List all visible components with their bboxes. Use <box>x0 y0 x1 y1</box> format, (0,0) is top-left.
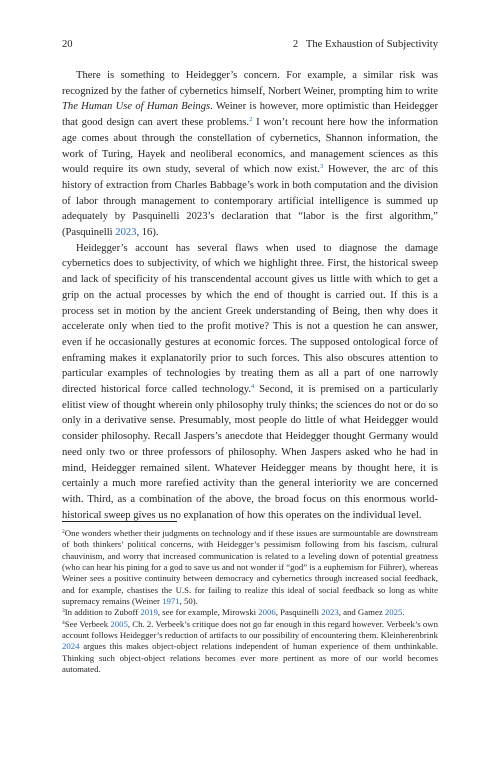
footnote-text: , Pasquinelli <box>275 607 322 618</box>
book-title: The Human Use of Human Beings <box>62 101 211 113</box>
paragraph-2-text: Second, it is premised on a particularly elitist view of thought wherein only philosophy truly thinks; the sciences do not or do so only in a derivative sense. Presumably, most people do little of what Heidegger would consider philosophy. Recall Jaspers’s anecdote that Heidegger thought Germany would need only two or three professors of philosophy. When Jaspers asked who he had in mind, Heidegger remained silent. Whatever Heidegger means by thought here, it is certainly a much more rarefied activity than the general interiority we are concerned with. Third, as a combination of the above, the broad focus on this enormous world-historical sweep gives us no explanation of how this operates on the individual level. <box>62 384 438 521</box>
citation-link[interactable]: 2025 <box>384 607 403 618</box>
paragraph-2-text: Heidegger’s account has several flaws when used to diagnose the damage cybernetics does to subjectivity, of which we highlight three. First, the historical sweep and lack of specificity of his transcendental account gives us little with which to get a grip on the actual processes by which the end of thought is carried out. If this is a process set in motion by the ancient Greek understanding of Being, then why does it accelerate only when tied to the profit motive? This is not a question he can answer, even if he occasionally gestures at economic forces. The supposed ontological force of enframing makes it explanatorily prior to such forces. This also obscures attention to particular examples of technologies by treating them as all a part of one narrowly directed historical force called technology. <box>62 242 438 396</box>
running-head: 2 The Exhaustion of Subjectivity <box>292 39 438 50</box>
footnote-divider <box>62 521 177 522</box>
paragraph-1-text: . Weiner is however, more optimistic than Heidegger that good design can avert these problems. <box>62 101 438 129</box>
footnote-number: 4 <box>62 619 65 626</box>
footnote-text: , see for example, Mirowski <box>157 607 259 618</box>
paragraph-1 <box>62 68 438 241</box>
footnote-number: 3 <box>62 608 65 615</box>
footnote-text: , and Gamez <box>338 607 385 618</box>
footnotes <box>62 528 438 675</box>
paragraph-1-text: There is something to Heidegger’s concern. For example, a similar risk was recognized by the father of cybernetics himself, Norbert Weiner, prompting him to write <box>62 70 438 97</box>
footnote-text: . <box>402 607 405 618</box>
body-text <box>62 68 438 523</box>
paragraph-1-text: However, the arc of this history of extraction from Charles Babbage’s work in both computation and the division of labor through management to contemporary artificial intelligence is summed up adequately by Pasquinelli 2023’s declaration that “labor is the first algorithm,” (Pasquinelli <box>62 164 438 239</box>
footnote-text: See Verbeek <box>64 618 111 629</box>
footnote-text: In addition to Zuboff <box>64 607 141 618</box>
citation-link[interactable]: 2006 <box>258 607 276 618</box>
footnote-ref-3[interactable]: 3 <box>319 163 324 171</box>
page-header <box>62 38 438 52</box>
footnote-text: argues this makes object-object relations independent of human experience of them unthinkable. Thinking such object-object relations becomes ever more pertinent as more of our world becomes automated. <box>62 641 438 675</box>
footnote-text: , Ch. 2. Verbeek’s critique does not go far enough in this regard however. Verbeek’s own account follows Heidegger’s reduction of artifacts to our possibility of encountering them. Kleinherenbrink <box>62 618 438 641</box>
paragraph-1-text: , 16). <box>136 227 159 239</box>
citation-link[interactable]: 2023 <box>115 227 137 239</box>
footnote-2 <box>62 528 438 607</box>
page-number: 20 <box>62 39 73 50</box>
footnote-ref-4[interactable]: 4 <box>251 383 255 391</box>
paragraph-2 <box>62 241 438 524</box>
footnote-3 <box>62 607 438 618</box>
footnote-ref-2[interactable]: 2 <box>249 116 253 124</box>
footnote-number: 2 <box>62 529 65 535</box>
citation-link[interactable]: 2019 <box>140 607 158 618</box>
citation-link[interactable]: 1971 <box>162 596 180 607</box>
footnote-text: One wonders whether their judgments on technology and if these issues are surmountable are downstream of both thinkers’ political concerns, with Heidegger’s pessimism following from his fascism, cultural chauvinism, and worry that increased communication is related to a leveling down of potential greatness (who can hear his pining for a god to save us and not wonder if “god” is a euphemism for Führer), whereas Weiner sees a positive continuity between democracy and cybernetics through increased social feedback, and for example, chastises the U.S. for failing to realize this ideal of social feedback so long as white supremacy remains (Weiner <box>62 528 438 607</box>
citation-link[interactable]: 2024 <box>62 641 80 652</box>
paragraph-1-text: I won’t recount here how the information age comes about through the constellation of cybernetics, Shannon information, the work of Turing, Hayek and neoliberal economics, and management sciences as this would require its own study, several of which now exist. <box>62 117 438 176</box>
footnote-text: , 50). <box>179 596 198 607</box>
footnote-4 <box>62 619 438 676</box>
citation-link[interactable]: 2005 <box>110 618 128 629</box>
citation-link[interactable]: 2023 <box>321 607 339 618</box>
